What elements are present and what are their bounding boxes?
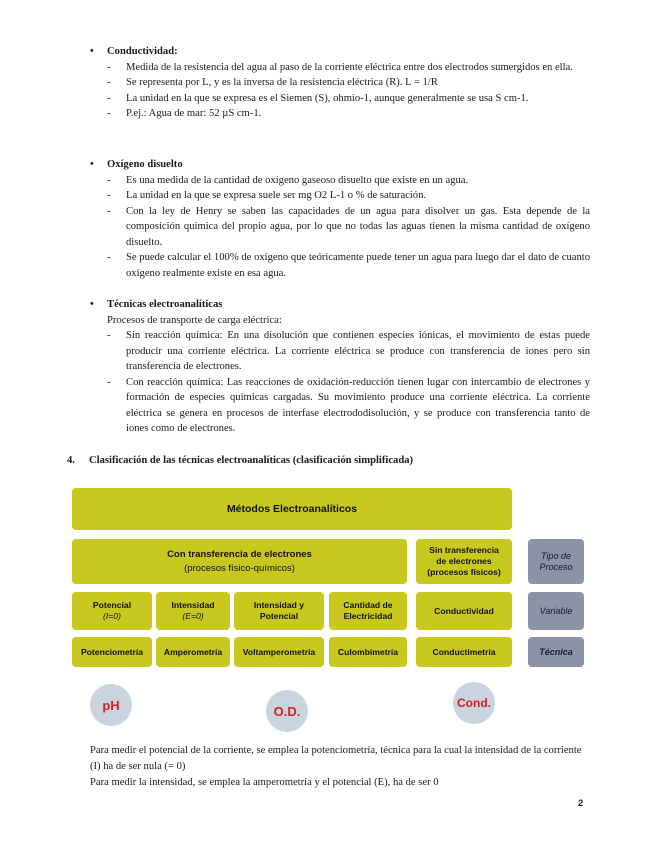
- variable-cantidad: Cantidad de Electricidad: [329, 592, 407, 630]
- sin-transferencia-box: Sin transferencia de electrones (procesos físicos): [416, 539, 512, 584]
- footer-paragraph-2: Para medir la intensidad, se emplea la amperometría y el potencial (E), ha de ser 0: [90, 777, 439, 788]
- variable-intensidad-potencial: Intensidad y Potencial: [234, 592, 324, 630]
- bullet-icon: •: [90, 299, 94, 310]
- section-4-heading: 4. Clasificación de las técnicas electroanalíticas (clasificación simplificada): [67, 455, 414, 466]
- variable-label: Variable: [528, 592, 584, 630]
- list-item: - Con reacción química: Las reacciones de oxidación-reducción tienen lugar con intercambio de electrones y formación de especies químicas cargadas. Su movimiento produce una corriente eléctrica. La corriente eléctrica se genera en procesos de interfase electrododisolución, y se produce con transferencia tanto de iones como de electrones.: [107, 376, 590, 434]
- list-item: - La unidad en la que se expresa suele ser mg O2 L-1 o % de saturación.: [107, 190, 427, 201]
- list-item: - Con la ley de Henry se saben las capacidades de un agua para disolver un gas. Esta depende de la composición química del propio agua, por lo que no todas las aguas tienen la misma cantidad de oxígeno disuelto.: [107, 205, 590, 248]
- section-conductividad: [90, 44, 590, 122]
- variable-conductividad: Conductividad: [416, 592, 512, 630]
- variable-potencial: Potencial (I=0): [72, 592, 152, 630]
- tecnica-voltamperometria: Voltamperometría: [234, 637, 324, 667]
- bullet-icon: •: [90, 159, 94, 170]
- heading-tecnicas: • Técnicas electroanalíticas: [90, 297, 590, 313]
- list-item: - P.ej.: Agua de mar: 52 µS cm-1.: [107, 108, 262, 119]
- bullet-icon: •: [90, 46, 94, 57]
- tecnica-conductimetria: Conductimetría: [416, 637, 512, 667]
- ph-circle: pH: [90, 684, 132, 726]
- heading-conductividad: • Conductividad:: [90, 44, 590, 60]
- heading-oxigeno: • Oxígeno disuelto: [90, 157, 590, 173]
- footer-paragraph-1: Para medir el potencial de la corriente, se emplea la potenciometría, técnica para la cual la intensidad de la corriente (I) ha de ser nula (= 0): [90, 745, 582, 772]
- list-item: - Se puede calcular el 100% de oxígeno que teóricamente puede tener un agua para luego dar el dato de cuanto oxígeno realmente existe en esa agua.: [107, 252, 590, 279]
- con-transferencia-box: Con transferencia de electrones (procesos físico-químicos): [72, 539, 407, 584]
- list-item: - La unidad en la que se expresa es el Siemen (S), ohmio-1, aunque generalmente se usa S cm-1.: [107, 92, 529, 104]
- tecnica-potenciometria: Potenciometría: [72, 637, 152, 667]
- tecnica-amperometria: Amperometría: [156, 637, 230, 667]
- list-item: - Se representa por L, y es la inversa de la resistencia eléctrica (R). L = 1/R: [107, 77, 438, 88]
- page-number: 2: [578, 798, 584, 809]
- tecnica-label: Técnica: [528, 637, 584, 667]
- list-item: - Sin reacción química: En una disolución que contienen especies iónicas, el movimiento de estas puede producir una corriente eléctrica. La corriente eléctrica se produce con transferencia de iones pero sin transferencia de electrones.: [107, 330, 590, 372]
- od-circle: O.D.: [266, 690, 308, 732]
- list-item: - Medida de la resistencia del agua al paso de la corriente eléctrica entre dos electrodos sumergidos en ella.: [107, 61, 573, 73]
- section-oxigeno: [90, 157, 590, 281]
- tecnicas-intro: Procesos de transporte de carga eléctrica:: [107, 314, 282, 326]
- list-item: - Es una medida de la cantidad de oxígeno gaseoso disuelto que existe en un agua.: [107, 174, 469, 186]
- tipo-proceso-label: Tipo de Proceso: [528, 539, 584, 584]
- variable-intensidad: Intensidad (E=0): [156, 592, 230, 630]
- tecnica-culombimetria: Culombimetría: [329, 637, 407, 667]
- section-tecnicas: [90, 297, 590, 437]
- diagram-top-box: Métodos Electroanalíticos: [72, 488, 512, 530]
- cond-circle: Cond.: [453, 682, 495, 724]
